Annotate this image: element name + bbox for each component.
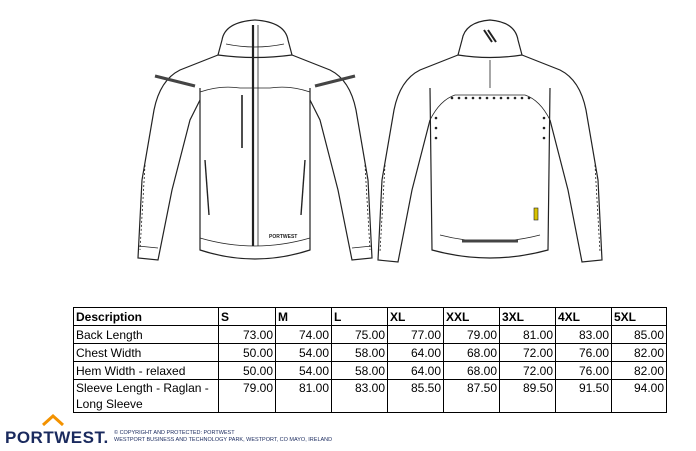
table-cell: 91.50 bbox=[556, 380, 612, 413]
table-cell: 54.00 bbox=[276, 362, 332, 380]
table-row bbox=[74, 326, 667, 344]
table-cell: 94.00 bbox=[612, 380, 667, 413]
table-cell: 82.00 bbox=[612, 344, 667, 362]
table-cell: 64.00 bbox=[388, 344, 444, 362]
table-cell: 85.50 bbox=[388, 380, 444, 413]
row-label: Hem Width - relaxed bbox=[74, 362, 219, 380]
table-cell: 72.00 bbox=[500, 344, 556, 362]
table-cell: 58.00 bbox=[332, 362, 388, 380]
table-row bbox=[74, 362, 667, 380]
table-row bbox=[74, 344, 667, 362]
table-cell: 81.00 bbox=[500, 326, 556, 344]
table-cell: 76.00 bbox=[556, 344, 612, 362]
table-cell: 50.00 bbox=[219, 344, 276, 362]
front-view bbox=[138, 20, 372, 260]
table-cell: 58.00 bbox=[332, 344, 388, 362]
header-size-5xl: 5XL bbox=[612, 308, 667, 326]
header-size-s: S bbox=[219, 308, 276, 326]
header-size-xxl: XXL bbox=[444, 308, 500, 326]
header-size-4xl: 4XL bbox=[556, 308, 612, 326]
table-cell: 79.00 bbox=[219, 380, 276, 413]
table-cell: 54.00 bbox=[276, 344, 332, 362]
row-label: Sleeve Length - Raglan - Long Sleeve bbox=[74, 380, 219, 413]
table-cell: 82.00 bbox=[612, 362, 667, 380]
table-cell: 75.00 bbox=[332, 326, 388, 344]
table-cell: 68.00 bbox=[444, 344, 500, 362]
table-cell: 83.00 bbox=[556, 326, 612, 344]
table-cell: 50.00 bbox=[219, 362, 276, 380]
table-cell: 77.00 bbox=[388, 326, 444, 344]
table-cell: 89.50 bbox=[500, 380, 556, 413]
row-label: Back Length bbox=[74, 326, 219, 344]
table-row bbox=[74, 380, 667, 413]
table-cell: 68.00 bbox=[444, 362, 500, 380]
copyright-text: © COPYRIGHT AND PROTECTED: PORTWEST bbox=[114, 430, 235, 436]
row-label: Chest Width bbox=[74, 344, 219, 362]
address-text: WESTPORT BUSINESS AND TECHNOLOGY PARK, WESTPORT, CO MAYO, IRELAND bbox=[114, 437, 333, 443]
table-cell: 72.00 bbox=[500, 362, 556, 380]
table-cell: 79.00 bbox=[444, 326, 500, 344]
table-cell: 74.00 bbox=[276, 326, 332, 344]
header-size-3xl: 3XL bbox=[500, 308, 556, 326]
table-cell: 64.00 bbox=[388, 362, 444, 380]
footer bbox=[0, 422, 696, 451]
front-chest-logo: PORTWEST bbox=[269, 234, 298, 240]
header-size-m: M bbox=[276, 308, 332, 326]
header-description: Description bbox=[74, 308, 219, 326]
table-cell: 85.00 bbox=[612, 326, 667, 344]
brand-logo: PORTWEST. bbox=[5, 428, 109, 447]
table-cell: 73.00 bbox=[219, 326, 276, 344]
header-size-l: L bbox=[332, 308, 388, 326]
size-chart-table bbox=[73, 307, 667, 413]
table-cell: 76.00 bbox=[556, 362, 612, 380]
portwest-roof-icon bbox=[42, 414, 64, 426]
size-table-header-row bbox=[74, 308, 667, 326]
table-cell: 83.00 bbox=[332, 380, 388, 413]
table-cell: 81.00 bbox=[276, 380, 332, 413]
header-size-xl: XL bbox=[388, 308, 444, 326]
back-view bbox=[378, 20, 602, 262]
table-cell: 87.50 bbox=[444, 380, 500, 413]
